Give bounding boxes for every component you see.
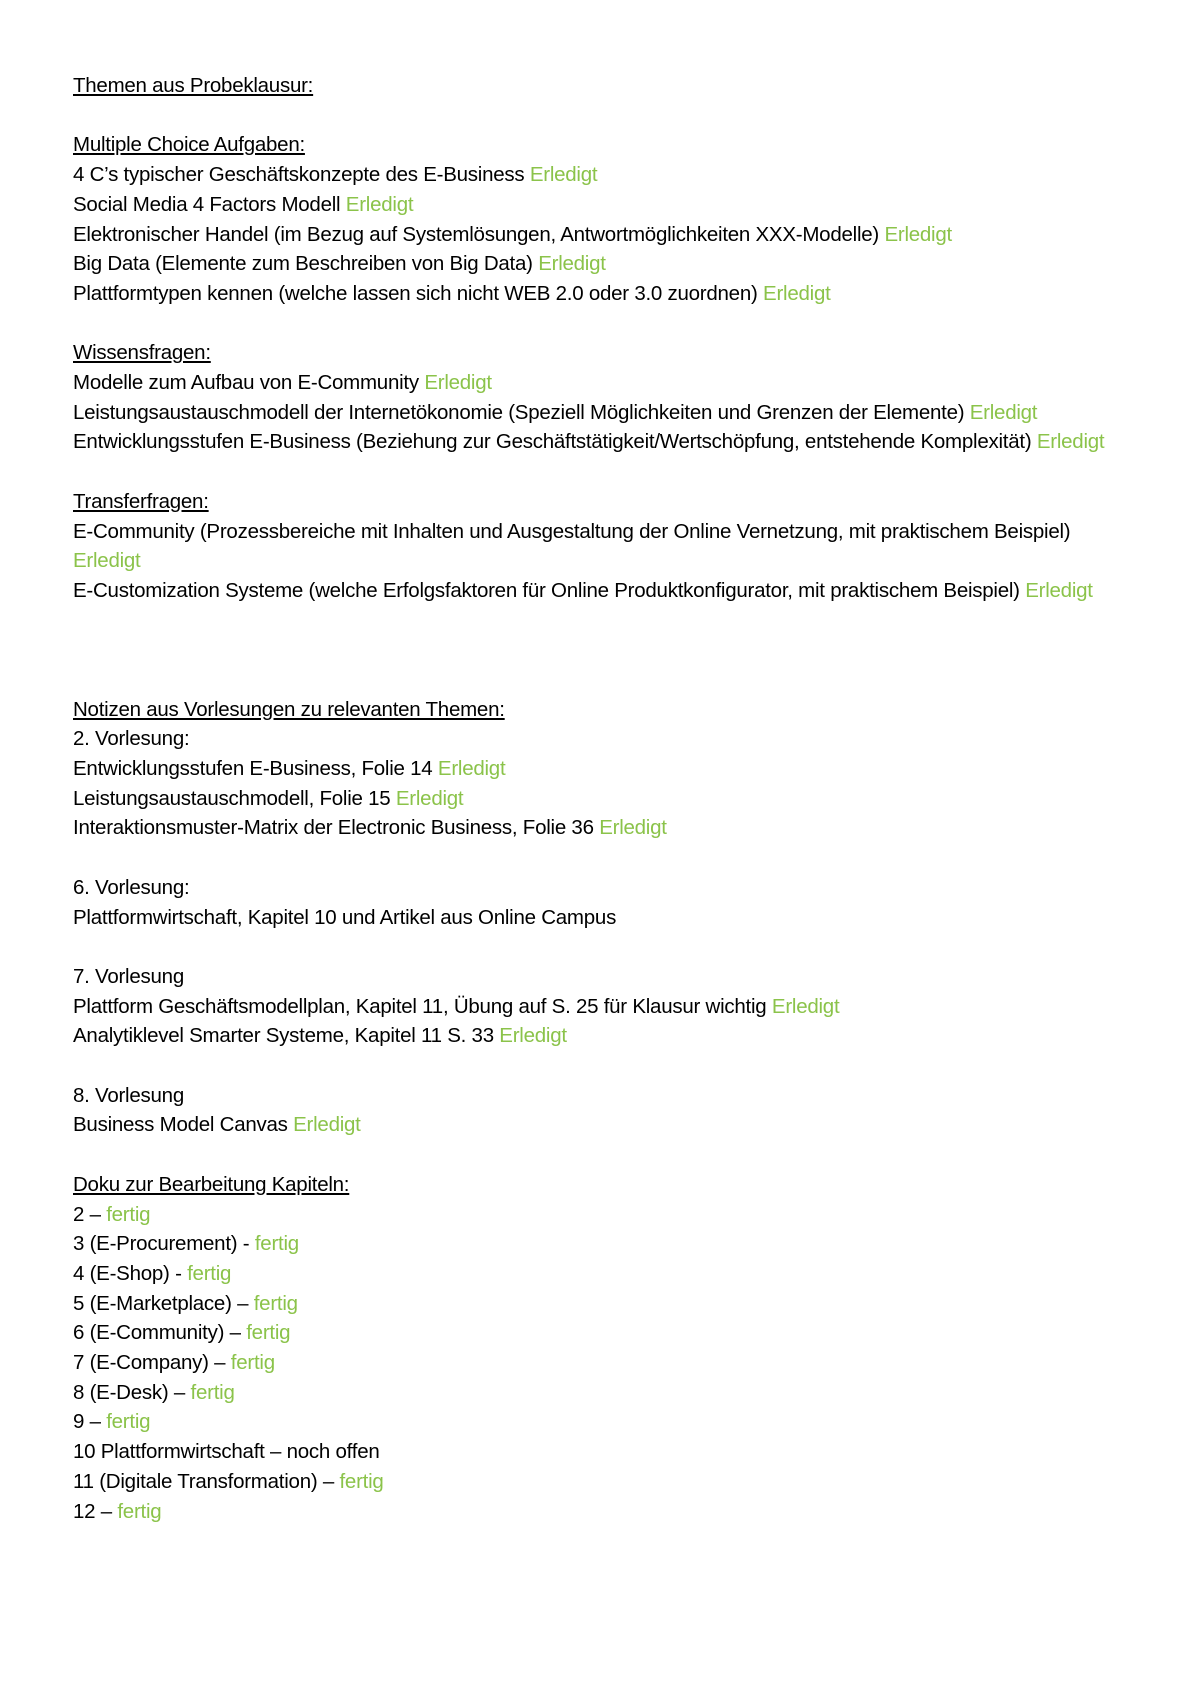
status-label: fertig — [230, 1351, 275, 1375]
item-text: Entwicklungsstufen E-Business, Folie 14 — [73, 757, 433, 781]
status-label: fertig — [117, 1499, 162, 1523]
item-text: Social Media 4 Factors Modell — [73, 192, 341, 216]
list-item — [73, 576, 1133, 606]
status-label: Erledigt — [293, 1113, 361, 1137]
list-item — [73, 160, 1200, 190]
item-text: Modelle zum Aufbau von E-Community — [73, 371, 419, 394]
item-text: Big Data (Elemente zum Beschreiben von Big Data) — [73, 252, 533, 276]
list-item — [73, 1348, 1200, 1378]
item-text: Analytiklevel Smarter Systeme, Kapitel 11 S. 33 — [73, 1024, 494, 1048]
list-item — [73, 517, 1133, 576]
status-label: Erledigt — [763, 281, 831, 305]
section-heading-multiple-choice: Multiple Choice Aufgaben: — [73, 133, 305, 157]
item-text: E-Customization Systeme (welche Erfolgsfaktoren für Online Produktkonfigurator, mit praktischem Beispiel) — [73, 578, 1020, 602]
spacer — [73, 606, 1200, 695]
status-label: Erledigt — [1025, 578, 1093, 602]
list-item — [73, 398, 1133, 428]
status-label: Erledigt — [599, 816, 667, 840]
status-label: Erledigt — [1036, 430, 1105, 454]
list-item — [73, 249, 1200, 279]
item-text: 7 (E-Company) – — [73, 1351, 226, 1375]
spacer — [73, 101, 1200, 131]
status-label: fertig — [106, 1410, 151, 1434]
item-text: 6 (E-Community) – — [73, 1321, 241, 1345]
status-label: Erledigt — [499, 1024, 567, 1048]
item-text: 8 (E-Desk) – — [73, 1380, 186, 1404]
lecture-label: 2. Vorlesung: — [73, 727, 190, 751]
item-text: 9 – — [73, 1410, 101, 1434]
lecture-label: 8. Vorlesung — [73, 1083, 184, 1107]
status-label: fertig — [254, 1232, 299, 1256]
item-text: 4 (E-Shop) - — [73, 1261, 182, 1285]
item-text: Leistungsaustauschmodell der Internetökonomie (Speziell Möglichkeiten und Grenzen der Elemente) — [73, 400, 965, 424]
section-heading-transferfragen: Transferfragen: — [73, 489, 209, 513]
list-item — [73, 1259, 1200, 1289]
list-item — [73, 1021, 1200, 1051]
status-label: fertig — [190, 1380, 235, 1404]
list-item — [73, 220, 1200, 250]
item-text: 4 C’s typischer Geschäftskonzepte des E-Business — [73, 163, 525, 187]
item-text: Interaktionsmuster-Matrix der Electronic Business, Folie 36 — [73, 816, 594, 840]
status-label: Erledigt — [395, 786, 464, 810]
list-item — [73, 190, 1200, 220]
status-label: Erledigt — [884, 222, 952, 246]
status-label: Erledigt — [73, 549, 141, 573]
list-item — [73, 1437, 1200, 1467]
spacer — [73, 932, 1200, 962]
spacer — [73, 457, 1200, 487]
item-text: Business Model Canvas — [73, 1113, 288, 1137]
list-item — [73, 992, 1200, 1022]
status-label: Erledigt — [969, 400, 1038, 424]
lecture-label: 6. Vorlesung: — [73, 875, 190, 899]
list-item — [73, 427, 1133, 457]
item-text: Leistungsaustauschmodell, Folie 15 — [73, 786, 391, 810]
item-text: 12 – — [73, 1499, 112, 1523]
lecture-label: 7. Vorlesung — [73, 964, 184, 988]
section-heading-notizen: Notizen aus Vorlesungen zu relevanten Themen: — [73, 697, 505, 721]
status-label: Erledigt — [529, 163, 598, 187]
list-item — [73, 1229, 1200, 1259]
spacer — [73, 309, 1200, 339]
list-item — [73, 784, 1200, 814]
status-label: Erledigt — [424, 371, 492, 394]
spacer — [73, 1140, 1200, 1170]
list-item — [73, 1407, 1200, 1437]
item-text: Entwicklungsstufen E-Business (Beziehung zur Geschäftstätigkeit/Wertschöpfung, entstehende Komplexität) — [73, 430, 1032, 454]
list-item — [73, 903, 1200, 933]
item-text: 11 (Digitale Transformation) – — [73, 1469, 335, 1493]
status-label: Erledigt — [771, 994, 840, 1018]
status-label: fertig — [246, 1321, 291, 1345]
status-label: fertig — [253, 1291, 298, 1315]
list-item — [73, 1110, 1200, 1140]
list-item — [73, 279, 1200, 309]
list-item — [73, 368, 1200, 398]
status-label: fertig — [339, 1469, 384, 1493]
status-label: Erledigt — [437, 757, 506, 781]
item-text: 10 Plattformwirtschaft – noch offen — [73, 1440, 380, 1464]
item-text: Plattformwirtschaft, Kapitel 10 und Artikel aus Online Campus — [73, 905, 617, 929]
status-label: fertig — [187, 1261, 232, 1285]
status-label: fertig — [106, 1202, 151, 1226]
item-text: Plattform Geschäftsmodellplan, Kapitel 11, Übung auf S. 25 für Klausur wichtig — [73, 994, 767, 1018]
item-text: Elektronischer Handel (im Bezug auf Systemlösungen, Antwortmöglichkeiten XXX-Modelle) — [73, 222, 879, 246]
list-item — [73, 754, 1200, 784]
item-text: 5 (E-Marketplace) – — [73, 1291, 249, 1315]
list-item — [73, 1318, 1200, 1348]
list-item — [73, 813, 1200, 843]
item-text: 2 – — [73, 1202, 101, 1226]
status-label: Erledigt — [345, 192, 414, 216]
list-item — [73, 1467, 1200, 1497]
status-label: Erledigt — [538, 252, 606, 276]
list-item — [73, 1378, 1200, 1408]
page-title: Themen aus Probeklausur: — [73, 74, 314, 97]
list-item — [73, 1200, 1200, 1230]
spacer — [73, 843, 1200, 873]
section-heading-wissensfragen: Wissensfragen: — [73, 341, 211, 365]
item-text: E-Community (Prozessbereiche mit Inhalten und Ausgestaltung der Online Vernetzung, mit praktischem Beispiel) — [73, 519, 1071, 543]
item-text: Plattformtypen kennen (welche lassen sich nicht WEB 2.0 oder 3.0 zuordnen) — [73, 281, 758, 305]
list-item — [73, 1289, 1200, 1319]
spacer — [73, 1051, 1200, 1081]
section-heading-doku: Doku zur Bearbeitung Kapiteln: — [73, 1172, 350, 1196]
item-text: 3 (E-Procurement) - — [73, 1232, 250, 1256]
list-item — [73, 1497, 1200, 1527]
